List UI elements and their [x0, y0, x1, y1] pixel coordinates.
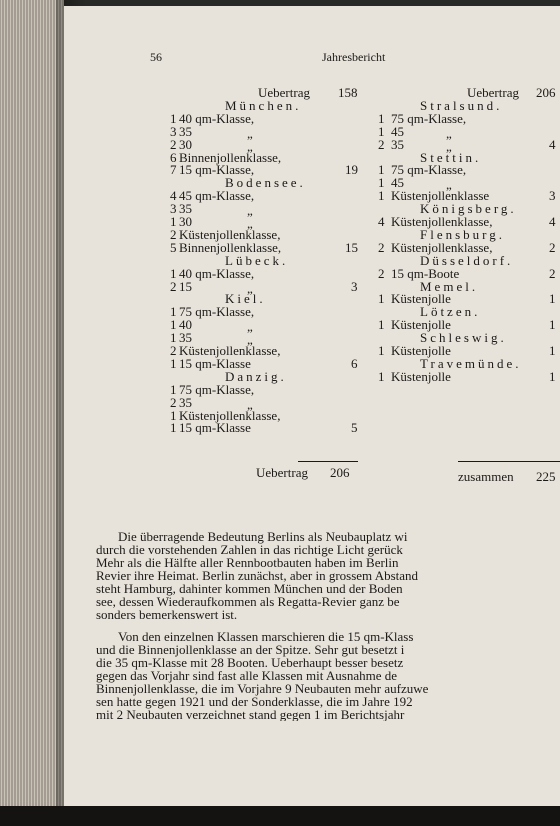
left-city-name: München. [225, 97, 302, 113]
left-city-name: Lübeck. [225, 252, 289, 268]
right-row-label: 45 [391, 123, 404, 139]
paragraph-line: Binnenjollenklasse, die im Vorjahre 9 Neubauten mehr aufzuwe [96, 681, 429, 696]
right-subtotal: 1 [549, 317, 556, 333]
right-row-count: 1 [378, 123, 385, 139]
paragraph-line: see, dessen Wiederaufkommen als Regatta-Revier ganz be [96, 594, 400, 609]
paragraph-line: sonders bemerkenswert ist. [96, 607, 238, 621]
left-row-label: 30 [179, 136, 192, 152]
paragraph-line: Revier ihre Heimat. Berlin zunächst, aber in grossem Abstand [96, 568, 419, 583]
left-row-label: 35 [179, 201, 192, 217]
left-row-count: 2 [170, 343, 177, 358]
page-number: 56 [150, 50, 162, 64]
left-row-count: 1 [170, 407, 177, 423]
left-row-label: Küstenjollenklasse, [179, 226, 281, 242]
left-carry-out-label: Uebertrag [256, 465, 308, 480]
left-row-label: 45 qm-Klasse, [179, 188, 255, 204]
paragraph-line: Die überragende Bedeutung Berlins als Neubauplatz wi [118, 530, 408, 544]
left-row-label: 40 qm-Klasse, [179, 265, 255, 281]
right-city-name: Schleswig. [420, 330, 507, 346]
left-row-count: 1 [170, 304, 177, 320]
right-carry-in-value: 206 [536, 85, 556, 100]
right-row-count: 1 [378, 162, 385, 178]
right-row-count: 1 [378, 188, 385, 204]
left-row-count: 1 [170, 265, 177, 281]
paragraph-line: Mehr als die Hälfte aller Rennbootbauten haben im Berlin [96, 555, 399, 570]
left-row-count: 1 [170, 214, 177, 229]
left-sum-rule [298, 461, 358, 462]
left-row-label: Binnenjollenklasse, [179, 239, 282, 255]
right-row-count: 2 [378, 136, 385, 152]
right-row-count: 2 [378, 239, 385, 255]
left-row-count: 7 [170, 162, 177, 178]
paragraph-2 [96, 630, 560, 721]
left-carry-out-value: 206 [330, 465, 350, 480]
left-row-label: 75 qm-Klasse, [179, 381, 255, 397]
right-ditto-mark: „ [446, 125, 452, 141]
left-row-count: 3 [170, 201, 177, 217]
left-row-label: 40 [179, 317, 192, 333]
right-subtotal: 1 [549, 368, 556, 384]
left-ditto-mark: „ [247, 138, 253, 154]
left-row-count: 1 [170, 381, 177, 397]
paragraph-line: Von den einzelnen Klassen marschieren die 15 qm-Klass [118, 630, 414, 644]
left-row-label: Küstenjollenklasse, [179, 343, 281, 358]
paragraph-line: mit 2 Neubauten verzeichnet stand gegen 1 im Berichtsjahr [96, 707, 405, 721]
left-row-count: 1 [170, 330, 177, 346]
left-ditto-mark: „ [247, 332, 253, 348]
left-city-name: Bodensee. [225, 175, 306, 191]
right-subtotal: 3 [549, 188, 556, 204]
left-subtotal: 3 [351, 278, 358, 294]
right-sum-rule [458, 461, 560, 462]
left-row-count: 1 [170, 110, 177, 126]
right-subtotal: 2 [549, 265, 556, 281]
right-city-name: Flensburg. [420, 226, 506, 242]
left-carry-in-value: 158 [338, 85, 358, 100]
paragraph-line: gegen das Vorjahr sind fast alle Klassen mit Ausnahme de [96, 668, 397, 683]
right-row-label: Küstenjolle [391, 368, 451, 384]
paragraph-line: sen hatte gegen 1921 und der Sonderklasse, die im Jahre 192 [96, 694, 413, 709]
left-row-label: 40 qm-Klasse, [179, 110, 255, 126]
right-city-name: Düsseldorf. [420, 252, 514, 268]
left-row-label: Küstenjollenklasse, [179, 407, 281, 423]
left-subtotal: 15 [345, 239, 358, 255]
right-row-label: 75 qm-Klasse, [391, 110, 467, 126]
left-subtotal: 19 [345, 162, 358, 178]
right-city-name: Stralsund. [420, 97, 503, 113]
paragraph-line: steht Hamburg, dahinter kommen München und der Boden [96, 581, 403, 596]
right-subtotal: 1 [549, 291, 556, 307]
left-row-count: 2 [170, 226, 177, 242]
right-subtotal: 1 [549, 343, 556, 358]
left-row-count: 1 [170, 355, 177, 371]
right-total-value: 225 [536, 469, 556, 484]
right-row-label: 45 [391, 175, 404, 191]
left-row-label: 15 qm-Klasse [179, 420, 251, 436]
right-row-count: 1 [378, 343, 385, 358]
left-row-count: 4 [170, 188, 177, 204]
left-row-label: 35 [179, 123, 192, 139]
running-title: Jahresbericht [322, 50, 386, 64]
right-row-label: 15 qm-Boote [391, 265, 460, 281]
right-row-label: Küstenjolle [391, 317, 451, 333]
right-row-label: 75 qm-Klasse, [391, 162, 467, 178]
right-ditto-mark: „ [446, 177, 452, 193]
left-ditto-mark: „ [247, 319, 253, 335]
left-row-label: 35 [179, 330, 192, 346]
left-row-label: Binnenjollenklasse, [179, 149, 282, 165]
right-row-label: Küstenjollenklasse, [391, 239, 493, 255]
left-row-count: 1 [170, 420, 177, 436]
right-row-count: 4 [378, 214, 385, 229]
right-row-count: 2 [378, 265, 385, 281]
right-city-name: Lötzen. [420, 304, 481, 320]
right-row-label: Küstenjollenklasse [391, 188, 490, 204]
right-row-label: Küstenjolle [391, 291, 451, 307]
left-row-label: 15 qm-Klasse, [179, 162, 255, 178]
left-ditto-mark: „ [247, 280, 253, 296]
left-row-label: 15 qm-Klasse [179, 355, 251, 371]
left-row-count: 2 [170, 278, 177, 294]
right-row-count: 1 [378, 368, 385, 384]
left-city-name: Kiel. [225, 291, 266, 307]
right-row-label: Küstenjollenklasse, [391, 214, 493, 229]
right-ditto-mark: „ [446, 138, 452, 154]
left-ditto-mark: „ [247, 216, 253, 231]
right-subtotal: 4 [549, 136, 556, 152]
left-subtotal: 6 [351, 355, 358, 371]
book-page-edges [0, 0, 64, 826]
left-row-label: 35 [179, 394, 192, 410]
right-subtotal: 4 [549, 214, 556, 229]
left-row-count: 5 [170, 239, 177, 255]
left-ditto-mark: „ [247, 125, 253, 141]
right-city-name: Travemünde. [420, 355, 522, 371]
paragraph-line: und die Binnenjollenklasse an der Spitze. Sehr gut besetzt i [96, 642, 405, 657]
background-bottom [0, 806, 560, 826]
right-city-name: Memel. [420, 278, 479, 294]
right-total-label: zusammen [458, 469, 514, 484]
left-row-count: 3 [170, 123, 177, 139]
right-row-count: 1 [378, 110, 385, 126]
right-city-name: Königsberg. [420, 201, 517, 217]
left-subtotal: 5 [351, 420, 358, 436]
right-row-label: 35 [391, 136, 404, 152]
paragraph-line: durch die vorstehenden Zahlen in das richtige Licht gerück [96, 542, 403, 557]
left-row-label: 75 qm-Klasse, [179, 304, 255, 320]
left-row-label: 30 [179, 214, 192, 229]
right-row-label: Küstenjolle [391, 343, 451, 358]
right-row-count: 1 [378, 175, 385, 191]
left-city-name: Danzig. [225, 368, 287, 384]
right-row-count: 1 [378, 317, 385, 333]
left-ditto-mark: „ [247, 396, 253, 412]
left-row-count: 2 [170, 394, 177, 410]
right-city-name: Stettin. [420, 149, 482, 165]
left-row-count: 6 [170, 149, 177, 165]
left-row-count: 1 [170, 317, 177, 333]
paragraph-line: die 35 qm-Klasse mit 28 Booten. Ueberhaupt besser besetz [96, 655, 404, 670]
paragraph-1 [96, 530, 560, 621]
left-row-count: 2 [170, 136, 177, 152]
left-ditto-mark: „ [247, 203, 253, 219]
right-carry-in-label: Uebertrag [467, 85, 519, 100]
left-row-label: 15 [179, 278, 192, 294]
right-subtotal: 2 [549, 239, 556, 255]
right-row-count: 1 [378, 291, 385, 307]
left-carry-in-label: Uebertrag [258, 85, 310, 100]
